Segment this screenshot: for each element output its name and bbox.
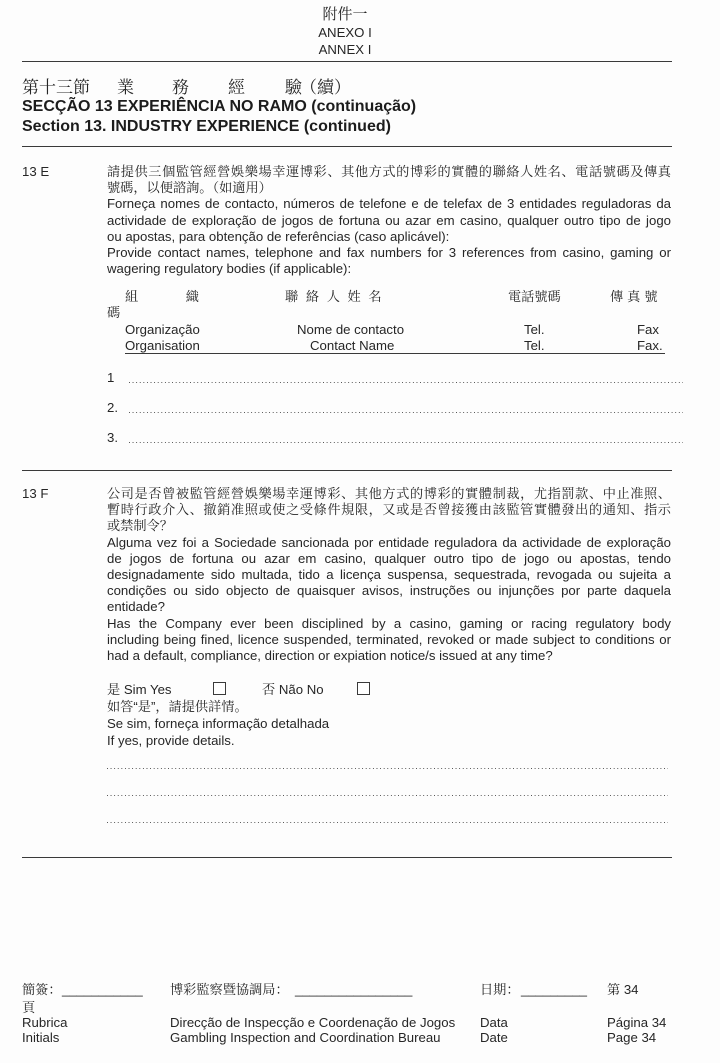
bureau-label-pt: Direcção de Inspecção e Coordenação de Jogos (170, 1015, 456, 1030)
if-yes-instruction-pt: Se sim, forneça informação detalhada (107, 716, 330, 731)
bureau-label-en: Gambling Inspection and Coordination Bureau (170, 1030, 441, 1045)
fax-header-pt: Fax (637, 322, 659, 337)
question-text-line: 請提供三個監管經營娛樂場幸運博彩、其他方式的博彩的實體的聯絡人姓名、電話號碼及傳真 (107, 164, 671, 179)
annex-title-pt: ANEXO I (318, 25, 372, 40)
fax-header-zh-wrap: 碼 (107, 305, 121, 320)
row-number: 2. (107, 400, 118, 415)
question-text-line: Has the Company ever been disciplined by a casino, gaming or racing regulatory body (107, 615, 671, 631)
end-divider (22, 857, 672, 858)
question-text-line: including being fined, licence suspended, terminated, revoked or made subject to conditions or (107, 631, 671, 647)
bureau-signature-field[interactable]: ________________ (295, 982, 413, 997)
question-text-line: 或禁制令？ (107, 518, 173, 534)
if-yes-instruction-zh: 如答“是”，請提供詳情。 (107, 699, 248, 714)
fax-header-en: Fax. (637, 338, 663, 353)
reference-entry-field[interactable] (129, 442, 683, 443)
row-number: 1 (107, 370, 115, 385)
question-text-line: wagering regulatory bodies (if applicable): (107, 261, 352, 277)
question-text-line: de jogos de fortuna ou azar em casino, qualquer outro tipo de jogo ou apostas, tendo (107, 550, 671, 566)
question-text-line: designadamente sido multada, tido a licença suspensa, sequestrada, revogada ou sujeita a (107, 566, 671, 582)
date-label-zh: 日期： (480, 982, 520, 997)
section-title-zh-part: （續） (300, 78, 351, 97)
section-title-pt: SECÇÃO 13 EXPERIÊNCIA NO RAMO (continuação) (22, 98, 417, 115)
contact-header-pt: Nome de contacto (297, 322, 405, 337)
question-text-line: ou apostas, para obtenção de referências (caso aplicável): (107, 228, 450, 244)
organisation-header-pt: Organização (125, 322, 200, 337)
details-entry-field[interactable] (107, 822, 668, 823)
header-divider (22, 61, 672, 62)
initials-label-zh: 簡簽： (22, 982, 62, 997)
page-number-en: Page 34 (607, 1030, 657, 1045)
annex-title-en: ANNEX I (318, 42, 372, 57)
question-text-line: 暫時行政介入、撤銷准照或使之受條件規限，又或是否曾接獲由該監管實體發出的通知、指示 (107, 502, 671, 518)
no-checkbox[interactable] (357, 682, 370, 695)
organisation-header-zh: 組 織 (125, 289, 201, 304)
tel-header-en: Tel. (524, 338, 545, 353)
page-number-zh: 第 34 (607, 982, 639, 997)
question-text-line: Forneça nomes de contacto, números de telefone e de telefax de 3 entidades reguladoras da (107, 196, 671, 212)
page-number-zh-wrap: 頁 (22, 1000, 36, 1015)
contact-header-zh: 聯 絡 人 姓 名 (285, 289, 384, 304)
contact-header-en: Contact Name (310, 338, 395, 353)
question-13e-text (107, 164, 671, 277)
reference-entry-field[interactable] (129, 412, 683, 413)
row-number: 3. (107, 430, 118, 445)
details-entry-field[interactable] (107, 795, 668, 796)
section-divider (22, 146, 672, 147)
page-number-pt: Página 34 (607, 1015, 667, 1030)
date-field[interactable]: _________ (521, 982, 588, 997)
question-text-line: Provide contact names, telephone and fax numbers for 3 references from casino, gaming or (107, 244, 671, 260)
question-text-line: had a default, compliance, direction or expiation notice/s issued at any time? (107, 647, 553, 663)
section-title-zh-part: 務 (172, 78, 189, 97)
tel-header-zh: 電話號碼 (508, 289, 561, 304)
question-divider (22, 470, 672, 471)
bureau-label-zh: 博彩監察暨協調局： (170, 982, 289, 997)
question-text-line: Alguma vez foi a Sociedade sancionada por entidade reguladora da actividade de exploração (107, 534, 671, 550)
question-number-13f: 13 F (22, 486, 49, 501)
question-text-line: 號碼，以便諮詢。（如適用） (107, 180, 272, 196)
if-yes-instruction-en: If yes, provide details. (107, 733, 235, 748)
organisation-header-en: Organisation (125, 338, 200, 353)
question-text-line: 公司是否曾被監管經營娛樂場幸運博彩、其他方式的博彩的實體制裁，尤指罰款、中止准照、 (107, 486, 671, 501)
section-title-zh-part: 第十三節 (22, 78, 90, 97)
details-entry-field[interactable] (107, 768, 668, 769)
reference-entry-field[interactable] (129, 382, 683, 383)
section-title-zh-part: 驗 (285, 78, 302, 97)
question-13f-text (107, 486, 671, 664)
section-title-zh-part: 經 (228, 78, 245, 97)
yes-label: 是 Sim Yes (107, 682, 172, 697)
date-label-pt: Data (480, 1015, 508, 1030)
section-title-zh-part: 業 (117, 78, 134, 97)
question-text-line: actividade de exploração de jogos de fortuna ou azar em casino, qualquer outro tipo de jogo (107, 212, 671, 228)
table-header-underline (125, 353, 665, 354)
initials-label-en: Initials (22, 1030, 60, 1045)
question-text-line: condições ou sido objecto de quaisquer avisos, instruções ou injunções por parte daquela (107, 583, 671, 599)
initials-label-pt: Rubrica (22, 1015, 68, 1030)
initials-field[interactable]: ___________ (62, 982, 143, 997)
question-text-line: entidade? (107, 599, 165, 615)
date-label-en: Date (480, 1030, 508, 1045)
tel-header-pt: Tel. (524, 322, 545, 337)
question-number-13e: 13 E (22, 164, 50, 179)
fax-header-zh: 傳真號 (610, 289, 662, 304)
yes-checkbox[interactable] (213, 682, 226, 695)
annex-title-zh: 附件一 (322, 6, 368, 23)
section-title-en: Section 13. INDUSTRY EXPERIENCE (continued) (22, 118, 391, 135)
no-label: 否 Não No (262, 682, 324, 697)
